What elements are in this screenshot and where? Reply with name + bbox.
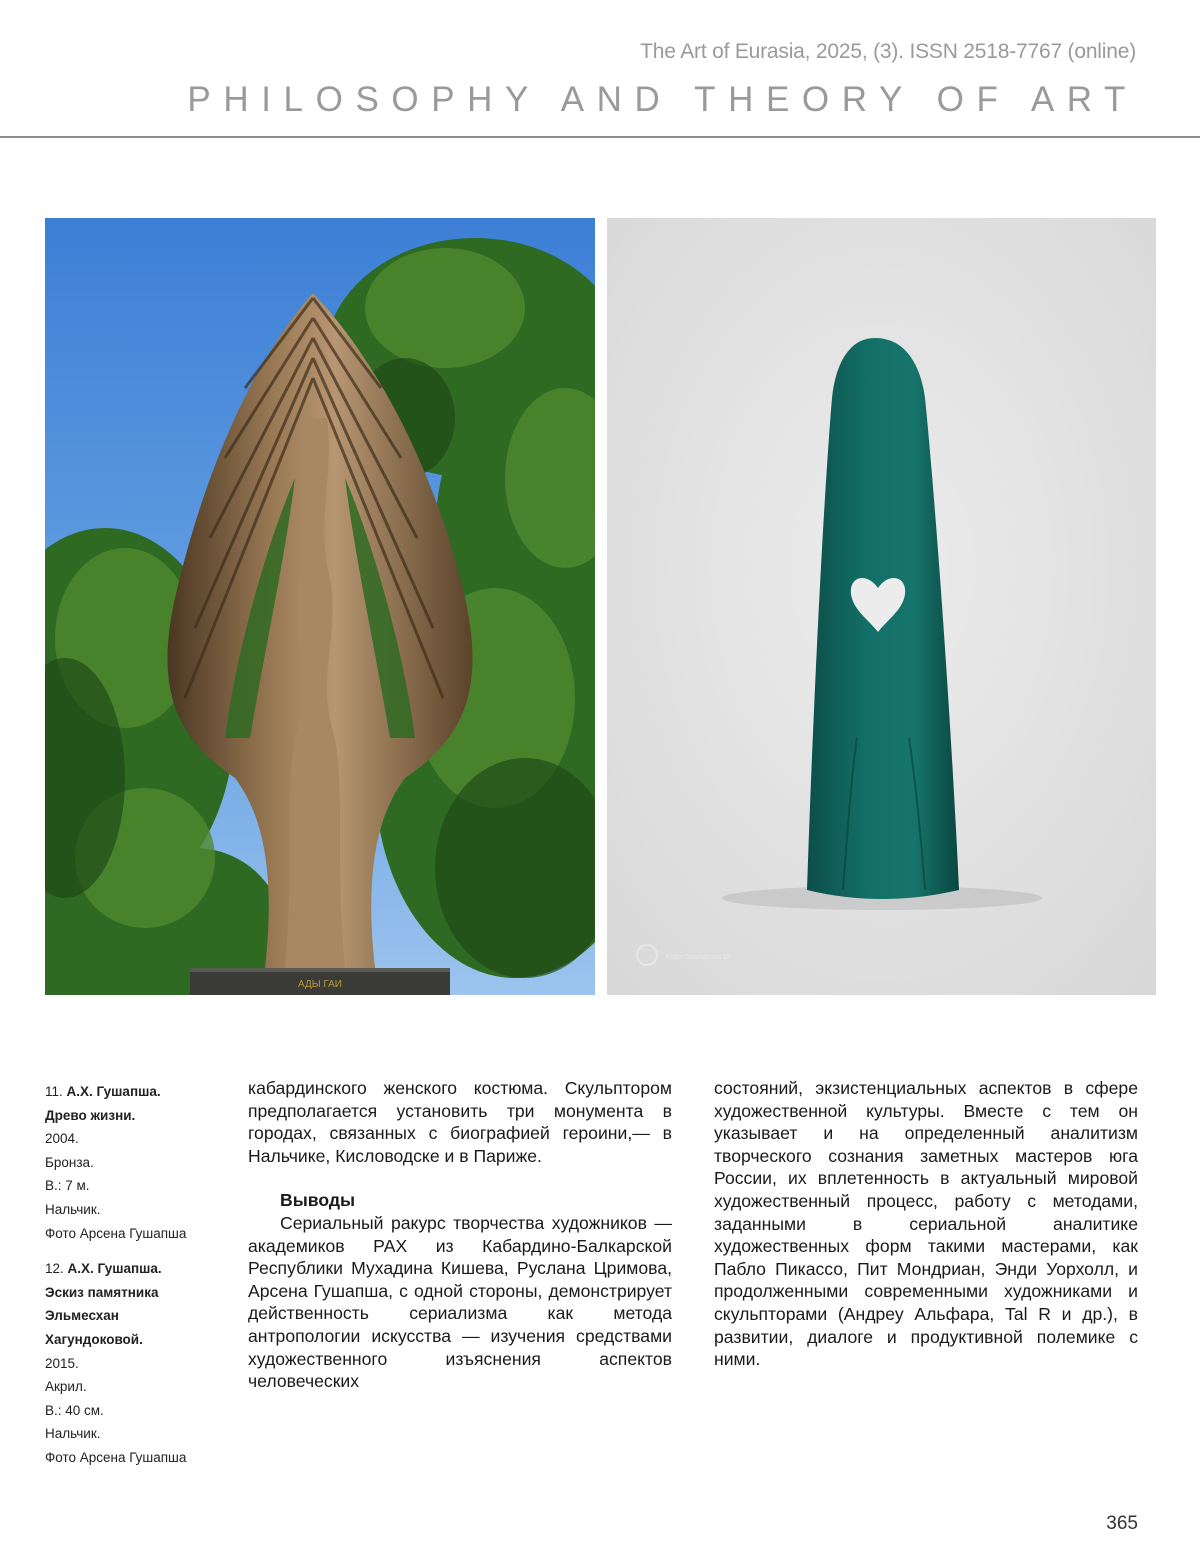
tree-of-life-illustration	[45, 218, 595, 995]
caption-title-line	[45, 1104, 235, 1128]
caption-year: 2015.	[45, 1355, 79, 1371]
caption-title-line	[45, 1281, 235, 1305]
caption-location: Нальчик.	[45, 1201, 101, 1217]
caption-height: В.: 40 см.	[45, 1402, 104, 1418]
body-column-2	[714, 1077, 1138, 1371]
caption-material: Акрил.	[45, 1379, 87, 1395]
caption-location: Нальчик.	[45, 1426, 101, 1442]
header-divider	[0, 136, 1200, 138]
caption-year: 2004.	[45, 1131, 79, 1147]
figure-tree-of-life-photo	[45, 218, 595, 995]
caption-number: 12.	[45, 1261, 64, 1277]
monument-sketch-illustration	[607, 218, 1156, 995]
caption-title: Эльмесхан	[45, 1308, 119, 1324]
pedestal-inscription: АДЫ ГАИ	[297, 979, 343, 990]
figure-monument-sketch	[607, 218, 1156, 995]
caption-number: 11.	[45, 1084, 63, 1099]
watermark-text: Arsen Gushapsha 15	[665, 954, 731, 961]
caption-author: А.Х. Гушапша.	[67, 1261, 162, 1277]
caption-figure-11	[45, 1080, 235, 1245]
caption-figure-12	[45, 1257, 235, 1469]
caption-height: В.: 7 м.	[45, 1178, 90, 1194]
caption-title: Хагундоковой.	[45, 1331, 143, 1347]
page-number: 365	[1106, 1513, 1138, 1534]
body-column-1	[248, 1077, 672, 1393]
caption-photo-credit: Фото Арсена Гушапша	[45, 1449, 187, 1465]
caption-material: Бронза.	[45, 1154, 94, 1170]
section-title: PHILOSOPHY AND THEORY OF ART	[187, 80, 1138, 119]
body-paragraph: кабардинского женского костюма. Скульптором предполагается установить три монумента в городах, связанных с биографией героини,— в Нальчике, Кисловодске и в Париже.	[248, 1078, 672, 1166]
caption-title-line	[45, 1304, 235, 1328]
body-paragraph: Сериальный ракурс творчества художников — академиков РАХ из Кабардино-Балкарской Республики Мухадина Кишева, Руслана Цримова, Арсена Гушапша, с одной стороны, демонстрирует действенность сериализма как метода антропологии искусства — изучения средствами художественного изъяснения аспектов человеческих	[248, 1212, 672, 1392]
caption-title-line	[45, 1328, 235, 1352]
section-heading-conclusions: Выводы	[280, 1190, 356, 1211]
caption-title: Древо жизни.	[45, 1107, 136, 1123]
body-paragraph: состояний, экзистенциальных аспектов в сфере художественной культуры. Вместе с тем он указывает и на определенный аналитизм творческого сознания заметных мастеров юга России, их вплетенность в актуальный мировой художественный процесс, работу с методами, заданными в сериальной аналитике художественных форм такими мастерами, как Пабло Пикассо, Пит Мондриан, Энди Уорхолл, и продолженными современными художниками и скульпторами (Андреу Альфара, Tal R и др.), в развитии, диалоге и продуктивной полемике с ними.	[714, 1078, 1138, 1370]
journal-citation: The Art of Eurasia, 2025, (3). ISSN 2518-7767 (online)	[640, 40, 1136, 63]
caption-heading	[45, 1257, 235, 1281]
caption-author: А.Х. Гушапша.	[66, 1084, 161, 1099]
caption-title: Эскиз памятника	[45, 1284, 159, 1300]
figure-captions	[45, 1080, 235, 1482]
caption-heading	[45, 1080, 235, 1104]
caption-photo-credit: Фото Арсена Гушапша	[45, 1225, 187, 1241]
